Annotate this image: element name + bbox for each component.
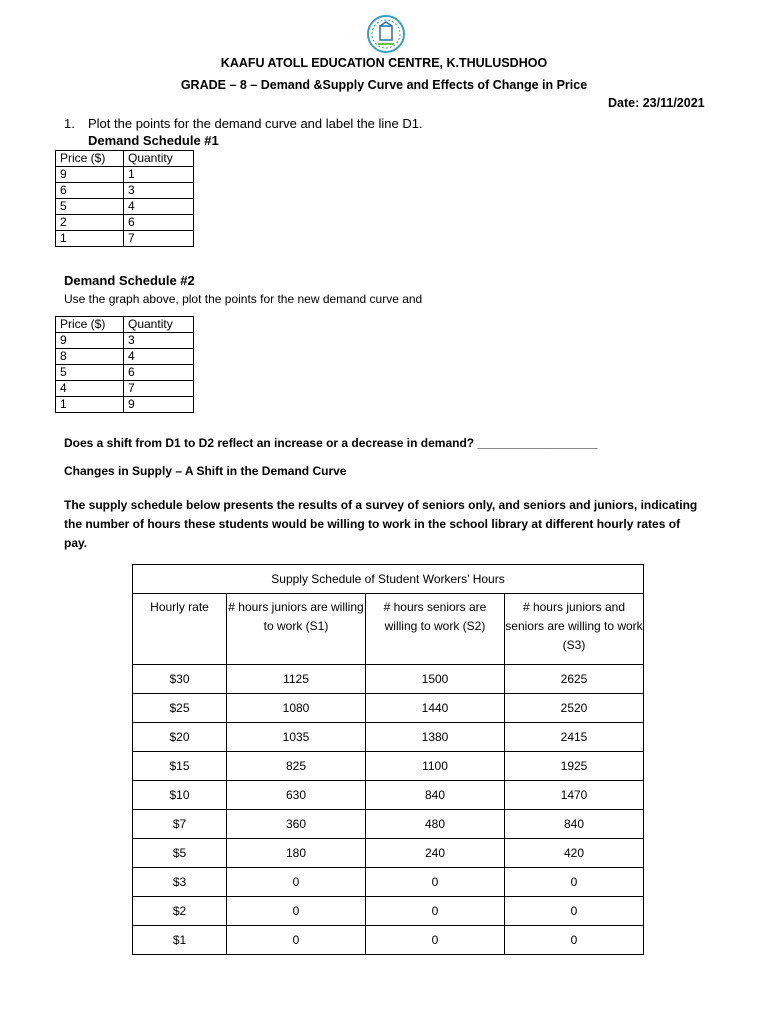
- s1-cell: 825: [227, 752, 366, 781]
- s1-cell: 0: [227, 897, 366, 926]
- quantity-cell: 3: [124, 333, 194, 349]
- s1-cell: 180: [227, 839, 366, 868]
- s2-cell: 0: [366, 868, 505, 897]
- price-cell: 5: [56, 199, 124, 215]
- rate-cell: $25: [133, 694, 227, 723]
- price-cell: 2: [56, 215, 124, 231]
- table-header-cell: Quantity: [124, 317, 194, 333]
- quantity-cell: 7: [124, 231, 194, 247]
- table-header-row: [56, 317, 194, 333]
- s2-cell: 1500: [366, 665, 505, 694]
- price-cell: 4: [56, 381, 124, 397]
- table-header-cell: Quantity: [124, 151, 194, 167]
- quantity-cell: 3: [124, 183, 194, 199]
- question-1: [64, 116, 423, 131]
- table-row: [56, 365, 194, 381]
- quantity-cell: 4: [124, 199, 194, 215]
- table-row: [56, 231, 194, 247]
- worksheet-date: Date: 23/11/2021: [608, 96, 705, 110]
- demand-schedule-2-instruction: Use the graph above, plot the points for the new demand curve and: [64, 292, 423, 306]
- table-row: [56, 183, 194, 199]
- quantity-cell: 7: [124, 381, 194, 397]
- table-row: [133, 781, 644, 810]
- rate-cell: $2: [133, 897, 227, 926]
- price-cell: 8: [56, 349, 124, 365]
- rate-cell: $5: [133, 839, 227, 868]
- quantity-cell: 9: [124, 397, 194, 413]
- question-1-text: Plot the points for the demand curve and label the line D1.: [88, 116, 423, 131]
- s2-cell: 0: [366, 926, 505, 955]
- demand-schedule-1-title: Demand Schedule #1: [88, 133, 219, 148]
- price-cell: 1: [56, 397, 124, 413]
- s3-cell: 0: [505, 897, 644, 926]
- table-title-row: [133, 565, 644, 594]
- question-1-number: 1.: [64, 116, 75, 131]
- supply-intro-paragraph: The supply schedule below presents the results of a survey of seniors only, and seniors and juniors, indicating the number of hours these students would be willing to work in the school library at different hourly rates of pay.: [64, 498, 698, 550]
- price-cell: 9: [56, 167, 124, 183]
- table-row: [56, 381, 194, 397]
- s3-cell: 2625: [505, 665, 644, 694]
- s2-cell: 1100: [366, 752, 505, 781]
- table-row: [56, 397, 194, 413]
- table-header-cell: # hours juniors and seniors are willing to work (S3): [505, 594, 644, 665]
- table-row: [133, 665, 644, 694]
- rate-cell: $3: [133, 868, 227, 897]
- s1-cell: 0: [227, 868, 366, 897]
- demand-schedule-1-table: [55, 150, 194, 247]
- table-row: [56, 349, 194, 365]
- shift-question: Does a shift from D1 to D2 reflect an increase or a decrease in demand? __________________: [64, 436, 598, 450]
- table-header-row: [56, 151, 194, 167]
- table-row: [56, 167, 194, 183]
- s1-cell: 1125: [227, 665, 366, 694]
- demand-schedule-2-table: [55, 316, 194, 413]
- s3-cell: 0: [505, 926, 644, 955]
- worksheet-title: GRADE – 8 – Demand &Supply Curve and Effects of Change in Price: [180, 78, 588, 92]
- table-row: [133, 868, 644, 897]
- table-header-cell: # hours seniors are willing to work (S2): [366, 594, 505, 665]
- rate-cell: $30: [133, 665, 227, 694]
- quantity-cell: 6: [124, 215, 194, 231]
- s1-cell: 630: [227, 781, 366, 810]
- s1-cell: 360: [227, 810, 366, 839]
- quantity-cell: 1: [124, 167, 194, 183]
- s3-cell: 0: [505, 868, 644, 897]
- changes-heading: Changes in Supply – A Shift in the Demand Curve: [64, 464, 347, 478]
- table-row: [133, 723, 644, 752]
- table-row: [133, 926, 644, 955]
- table-header-cell: # hours juniors are willing to work (S1): [227, 594, 366, 665]
- rate-cell: $15: [133, 752, 227, 781]
- s3-cell: 1925: [505, 752, 644, 781]
- quantity-cell: 4: [124, 349, 194, 365]
- rate-cell: $7: [133, 810, 227, 839]
- price-cell: 5: [56, 365, 124, 381]
- supply-schedule-table: [132, 564, 644, 955]
- table-row: [133, 694, 644, 723]
- rate-cell: $10: [133, 781, 227, 810]
- quantity-cell: 6: [124, 365, 194, 381]
- s3-cell: 2415: [505, 723, 644, 752]
- table-row: [133, 752, 644, 781]
- s1-cell: 1035: [227, 723, 366, 752]
- s1-cell: 0: [227, 926, 366, 955]
- price-cell: 6: [56, 183, 124, 199]
- table-row: [56, 215, 194, 231]
- table-row: [133, 810, 644, 839]
- s2-cell: 0: [366, 897, 505, 926]
- price-cell: 1: [56, 231, 124, 247]
- s3-cell: 840: [505, 810, 644, 839]
- s2-cell: 840: [366, 781, 505, 810]
- school-name: KAAFU ATOLL EDUCATION CENTRE, K.THULUSDHOO: [220, 56, 548, 70]
- table-header-cell: Price ($): [56, 317, 124, 333]
- table-header-row: [133, 594, 644, 665]
- table-row: [56, 199, 194, 215]
- table-header-cell: Hourly rate: [133, 594, 227, 665]
- demand-schedule-2-title: Demand Schedule #2: [64, 273, 195, 288]
- table-row: [133, 839, 644, 868]
- school-crest-icon: [366, 14, 406, 54]
- s2-cell: 1380: [366, 723, 505, 752]
- s2-cell: 1440: [366, 694, 505, 723]
- supply-table-title: Supply Schedule of Student Workers’ Hours: [133, 565, 644, 594]
- rate-cell: $20: [133, 723, 227, 752]
- price-cell: 9: [56, 333, 124, 349]
- s3-cell: 420: [505, 839, 644, 868]
- s3-cell: 2520: [505, 694, 644, 723]
- table-row: [56, 333, 194, 349]
- s2-cell: 480: [366, 810, 505, 839]
- table-row: [133, 897, 644, 926]
- table-header-cell: Price ($): [56, 151, 124, 167]
- s3-cell: 1470: [505, 781, 644, 810]
- s2-cell: 240: [366, 839, 505, 868]
- s1-cell: 1080: [227, 694, 366, 723]
- rate-cell: $1: [133, 926, 227, 955]
